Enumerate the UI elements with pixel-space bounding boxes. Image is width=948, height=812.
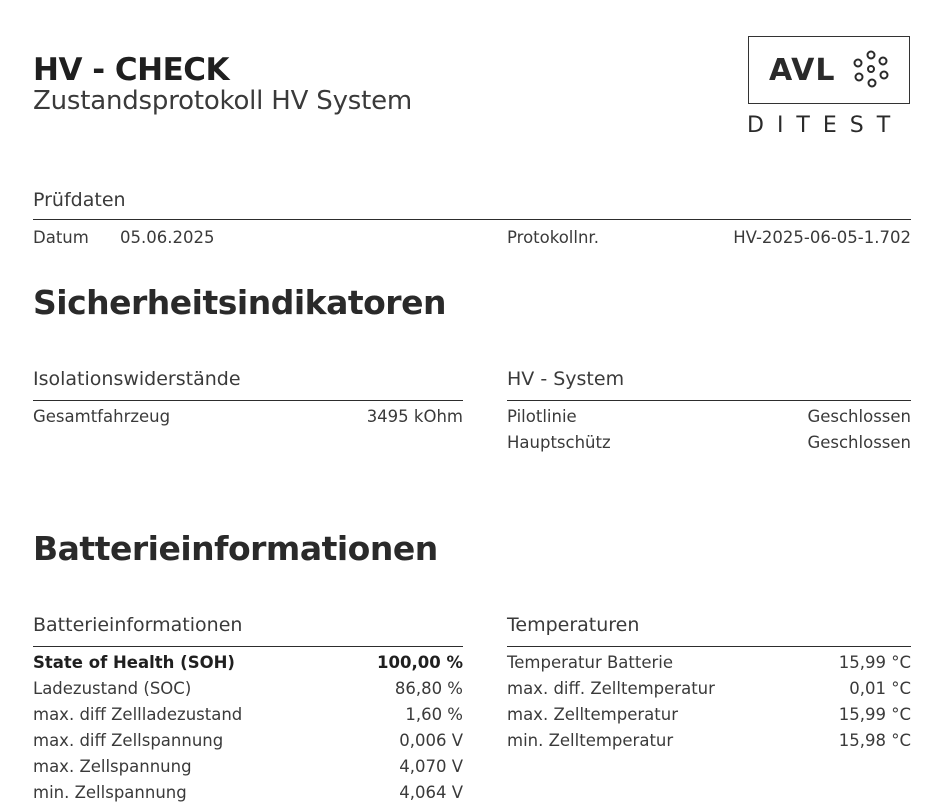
row-value: 4,070 V — [399, 757, 463, 776]
table-row — [33, 702, 463, 728]
table-row — [507, 430, 911, 456]
row-label: max. Zellspannung — [33, 757, 192, 776]
pruefdaten-heading: Prüfdaten — [33, 189, 126, 211]
pruefdaten-divider — [33, 219, 911, 220]
datum-label: Datum — [33, 228, 89, 247]
row-value: 15,99 °C — [838, 705, 911, 724]
temperaturen-divider — [507, 646, 911, 647]
table-row — [33, 676, 463, 702]
row-label: Temperatur Batterie — [507, 653, 674, 672]
protokoll-value: HV-2025-06-05-1.702 — [733, 228, 911, 247]
temperaturen-table — [507, 650, 911, 754]
temperaturen-heading: Temperaturen — [507, 614, 640, 636]
logo-symbol-icon — [850, 49, 892, 91]
table-row — [33, 650, 463, 676]
logo-subtext: DITEST — [747, 113, 904, 138]
row-value: 0,01 °C — [849, 679, 911, 698]
isolation-heading: Isolationswiderstände — [33, 368, 241, 390]
row-label: max. diff Zellspannung — [33, 731, 224, 750]
row-label: Hauptschütz — [507, 433, 611, 452]
row-value: 100,00 % — [377, 653, 463, 672]
table-row — [507, 702, 911, 728]
logo-text: AVL — [769, 53, 836, 88]
isolation-table — [33, 404, 463, 430]
table-row — [33, 754, 463, 780]
document-subtitle: Zustandsprotokoll HV System — [33, 86, 413, 116]
table-row — [507, 676, 911, 702]
protokoll-label: Protokollnr. — [507, 228, 599, 247]
row-value: 3495 kOhm — [366, 407, 463, 426]
row-value: Geschlossen — [807, 407, 911, 426]
table-row — [33, 404, 463, 430]
row-label: max. diff Zellladezustand — [33, 705, 243, 724]
hv-system-heading: HV - System — [507, 368, 625, 390]
batterie-info-divider — [33, 646, 463, 647]
document-title: HV - CHECK — [33, 52, 230, 88]
table-row — [33, 728, 463, 754]
row-label: min. Zelltemperatur — [507, 731, 674, 750]
row-label: max. diff. Zelltemperatur — [507, 679, 715, 698]
row-value: 86,80 % — [394, 679, 463, 698]
row-value: 15,98 °C — [838, 731, 911, 750]
table-row — [507, 404, 911, 430]
row-label: max. Zelltemperatur — [507, 705, 678, 724]
row-label: min. Zellspannung — [33, 783, 187, 802]
batterie-info-heading: Batterieinformationen — [33, 614, 243, 636]
row-label: Pilotlinie — [507, 407, 577, 426]
batterie-heading: Batterieinformationen — [33, 529, 438, 568]
avl-logo — [748, 36, 910, 104]
row-value: 15,99 °C — [838, 653, 911, 672]
batterie-info-table — [33, 650, 463, 806]
hv-system-table — [507, 404, 911, 456]
sicherheit-heading: Sicherheitsindikatoren — [33, 283, 446, 322]
row-value: 1,60 % — [405, 705, 463, 724]
datum-value: 05.06.2025 — [120, 228, 215, 247]
row-value: Geschlossen — [807, 433, 911, 452]
row-label: Gesamtfahrzeug — [33, 407, 171, 426]
row-value: 4,064 V — [399, 783, 463, 802]
hv-system-divider — [507, 400, 911, 401]
isolation-divider — [33, 400, 463, 401]
row-label: State of Health (SOH) — [33, 653, 235, 672]
table-row — [507, 728, 911, 754]
table-row — [33, 780, 463, 806]
table-row — [507, 650, 911, 676]
row-label: Ladezustand (SOC) — [33, 679, 192, 698]
row-value: 0,006 V — [399, 731, 463, 750]
